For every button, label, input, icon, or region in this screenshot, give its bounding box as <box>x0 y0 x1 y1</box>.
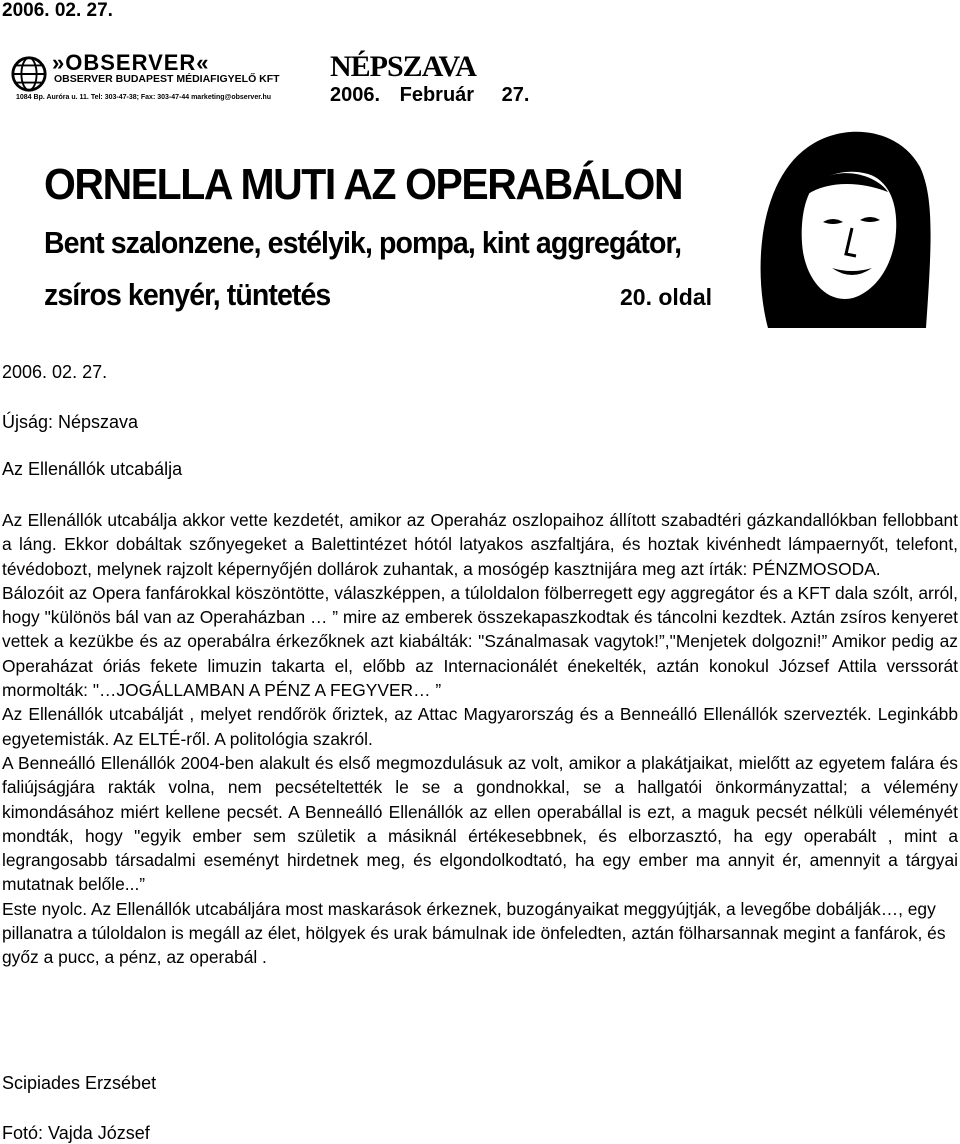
newspaper-date-month: Február <box>399 84 475 106</box>
clipping-date: 2006. 02. 27. <box>2 0 113 21</box>
article-photo-credit: Fotó: Vajda József <box>2 1123 150 1143</box>
portrait-photo <box>748 122 934 328</box>
newspaper-masthead <box>330 52 529 107</box>
article-author: Scipiades Erzsébet <box>2 1073 157 1093</box>
globe-icon <box>10 55 48 93</box>
article-paragraph: Bálozóit az Opera fanfárokkal köszöntötte, válaszképpen, a túloldalon fölberregett egy aggregátor és a KFT dala szólt, arról, hogy "különös bál van az Operaházban … ” mire az emberek összekapaszkodtak és táncolni kezdtek. Aztán zsíros kenyeret vettek a kezükbe és az operabálra érkezőknek azt kiabálták: "Szánalmasak vagytok!”,"Menjetek dolgozni!” Amikor pedig az Operaházat óriás fekete limuzin takarta el, előbb az Internacionálét énekelték, aztán konokul József Attila verssorát mormolták: "…JOGÁLLAMBAN A PÉNZ A FEGYVER… ” <box>2 582 958 701</box>
article-paper: Újság: Népszava <box>2 412 139 432</box>
clipping-page-ref: 20. oldal <box>620 284 713 310</box>
article-body <box>2 508 958 970</box>
article-date: 2006. 02. 27. <box>2 362 108 382</box>
newspaper-date <box>330 84 529 107</box>
article-paragraph: A Benneálló Ellenállók 2004-ben alakult és első megmozdulásuk az volt, amikor a plakátjaikat, mielőtt az egyetem falára és faliújságjára rakták volna, nem pecsételtették le se a gondnokkal, se a hallgatói önkormányzattal; a vélemény kimondásához miért kellene pecsét. A Benneálló Ellenállók az ellen operabállal is ezt, a maguk pecsét nélküli véleményét mondták, hogy "egyik ember sem születik a másiknál értékesebbnek, és elborzasztó, ha egy operabált , mint a legrangosabb társadalmi eseményt hirdetnek meg, és elgondolkodtató, ha egy ember ma annyit ér, amennyit a tárgyai mutatnak belőle...” <box>2 752 958 895</box>
observer-contact: 1084 Bp. Auróra u. 11. Tel: 303-47-38; Fax: 303-47-44 marketing@observer.hu <box>16 94 272 101</box>
newspaper-name: NÉPSZAVA <box>330 50 476 83</box>
newspaper-date-year: 2006. <box>330 84 381 106</box>
observer-subtitle: OBSERVER BUDAPEST MÉDIAFIGYELŐ KFT <box>54 73 280 85</box>
article-paragraph: Az Ellenállók utcabálja akkor vette kezdetét, amikor az Operaház oszlopaihoz állított szabadtéri gázkandallókban fellobbant a láng. Ekkor dobáltak szőnyegeket a Balettintézet hótól latyakos aszfaltjára, és hoztak kivénhedt lámpaernyőt, telefont, tévédobozt, melynek rajzolt képernyőjén dollárok zuhantak, a mosógép kasztnijára meg azt írták: PÉNZMOSODA. <box>2 510 958 579</box>
article-paragraph: Az Ellenállók utcabálját , melyet rendőrök őriztek, az Attac Magyarország és a Benneálló Ellenállók szervezték. Leginkább egyetemisták. Az ELTÉ-ről. A politológia szakról. <box>2 704 958 749</box>
clipping-headline: ORNELLA MUTI AZ OPERABÁLON <box>44 160 683 209</box>
article-title: Az Ellenállók utcabálja <box>2 459 183 479</box>
observer-logo <box>10 50 280 104</box>
observer-brand: »OBSERVER« <box>52 50 210 75</box>
article-paragraph: Este nyolc. Az Ellenállók utcabáljára most maskarások érkeznek, buzogányaikat meggyújtják, a levegőbe dobálják…, egy pillanatra a túloldalon is megáll az élet, hölgyek és urak bámulnak ide önfeledten, aztán fölharsannak megint a fanfárok, és győz a pucc, a pénz, az operabál . <box>2 898 946 968</box>
newspaper-date-day: 27. <box>501 84 530 106</box>
clipping-subhead-line2: zsíros kenyér, tüntetés <box>44 277 331 312</box>
clipping-subhead-line1: Bent szalonzene, estélyik, pompa, kint aggregátor, <box>44 225 682 260</box>
